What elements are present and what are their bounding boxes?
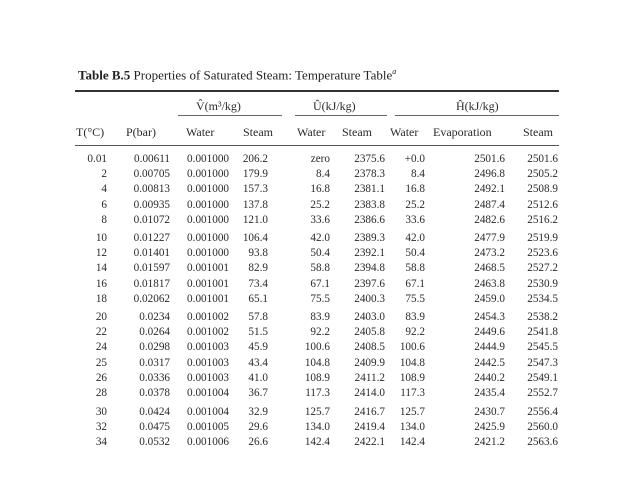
table-cell-h-evaporation: 2444.9 [474,341,505,354]
table-cell-v-water: 0.001000 [187,232,229,244]
table-cell-v-water: 0.001000 [187,168,229,181]
table-cell-h-water: 16.8 [405,183,425,196]
table-cell-u-water: 67.1 [310,277,330,290]
table-cell-v-water: 0.001000 [187,153,229,165]
table-cell-temperature: 25 [95,356,107,369]
table-cell-v-steam: 93.8 [248,247,268,260]
table-cell-h-water: 104.8 [399,356,425,369]
table-cell-v-steam: 121.0 [242,213,268,226]
table-cell-v-steam: 41.0 [248,371,268,384]
table-cell-h-steam: 2527.2 [527,262,558,275]
table-cell-u-water: 25.2 [310,198,330,211]
table-cell-h-water: 58.8 [405,262,425,275]
table-cell-h-steam: 2563.6 [527,436,558,449]
table-cell-v-water: 0.001006 [187,436,229,449]
table-cell-h-evaporation: 2449.6 [474,326,505,339]
table-cell-temperature: 26 [95,371,107,384]
table-cell-v-steam: 106.4 [242,232,268,244]
table-cell-u-water: 50.4 [310,247,330,260]
table-cell-v-water: 0.001002 [187,311,229,323]
table-cell-u-water: 75.5 [310,292,330,305]
table-cell-u-water: 125.7 [304,406,330,418]
table-cell-h-evaporation: 2459.0 [474,292,505,305]
top-rule [75,90,559,92]
table-cell-h-steam: 2534.5 [527,292,558,305]
table-cell-h-water: 8.4 [411,168,425,181]
table-cell-h-water: 75.5 [405,292,425,305]
table-cell-v-water: 0.001000 [187,213,229,226]
table-cell-u-water: 83.9 [310,311,330,323]
group-header-internal-energy: Û(kJ/kg) [313,99,356,113]
table-cell-h-water: 100.6 [399,341,425,354]
table-cell-u-water: 108.9 [304,371,330,384]
table-cell-h-steam: 2512.6 [527,198,558,211]
table-cell-h-evaporation: 2430.7 [474,406,505,418]
table-cell-u-water: 104.8 [304,356,330,369]
table-cell-h-evaporation: 2477.9 [474,232,505,244]
column-header-u-water: Water [297,125,326,139]
table-cell-h-steam: 2541.8 [527,326,558,339]
table-cell-u-steam: 2405.8 [354,326,385,339]
table-cell-v-water: 0.001002 [187,326,229,339]
table-cell-u-steam: 2378.3 [354,168,385,181]
table-cell-temperature: 24 [95,341,107,354]
footnote-marker: a [392,67,397,76]
group-rule-volume [178,115,282,116]
table-cell-u-steam: 2414.0 [354,387,385,399]
column-header-v-water: Water [186,125,215,139]
table-cell-v-water: 0.001001 [187,292,229,305]
table-cell-v-water: 0.001000 [187,183,229,196]
table-cell-h-steam: 2560.0 [527,421,558,434]
table-cell-u-steam: 2397.6 [354,277,385,290]
table-cell-h-steam: 2538.2 [527,311,558,323]
table-cell-temperature: 30 [95,406,107,418]
table-cell-temperature: 0.01 [87,153,107,165]
header-rule [75,145,559,146]
table-cell-u-steam: 2392.1 [354,247,385,260]
table-cell-temperature: 28 [95,387,107,399]
table-cell-u-water: 33.6 [310,213,330,226]
table-cell-v-water: 0.001003 [187,341,229,354]
table-cell-temperature: 16 [95,277,107,290]
table-cell-u-steam: 2381.1 [354,183,385,196]
table-cell-u-steam: 2419.4 [354,421,385,434]
table-cell-pressure: 0.01817 [133,277,170,290]
table-cell-h-water: 50.4 [405,247,425,260]
column-header-h-evaporation: Evaporation [433,125,492,139]
table-cell-u-steam: 2400.3 [354,292,385,305]
table-cell-u-steam: 2411.2 [354,371,385,384]
table-cell-h-steam: 2530.9 [527,277,558,290]
table-cell-pressure: 0.0317 [139,356,170,369]
table-cell-v-steam: 29.6 [248,421,268,434]
table-cell-pressure: 0.0298 [139,341,170,354]
group-rule-internal-energy [295,115,387,116]
table-cell-h-steam: 2545.5 [527,341,558,354]
table-cell-u-steam: 2408.5 [354,341,385,354]
table-cell-h-water: 134.0 [399,421,425,434]
table-cell-pressure: 0.00813 [133,183,170,196]
table-cell-v-steam: 179.9 [242,168,268,181]
table-cell-u-steam: 2394.8 [354,262,385,275]
column-header-h-steam: Steam [523,125,553,139]
table-cell-u-steam: 2409.9 [354,356,385,369]
column-header-v-steam: Steam [243,125,273,139]
table-cell-pressure: 0.01227 [133,232,170,244]
table-cell-u-steam: 2386.6 [354,213,385,226]
column-header-temperature: T(°C) [76,125,105,139]
table-cell-v-water: 0.001000 [187,198,229,211]
table-cell-temperature: 8 [101,213,107,226]
table-cell-h-evaporation: 2421.2 [474,436,505,449]
table-cell-u-water: 8.4 [316,168,330,181]
table-cell-h-water: 92.2 [405,326,425,339]
table-cell-h-evaporation: 2454.3 [474,311,505,323]
table-cell-h-steam: 2508.9 [527,183,558,196]
table-cell-v-steam: 26.6 [248,436,268,449]
table-cell-pressure: 0.01072 [133,213,170,226]
table-cell-pressure: 0.00935 [133,198,170,211]
table-cell-u-steam: 2389.3 [354,232,385,244]
table-cell-temperature: 12 [95,247,107,260]
table-cell-v-water: 0.001000 [187,247,229,260]
table-cell-pressure: 0.00611 [134,153,170,165]
table-cell-v-steam: 73.4 [248,277,268,290]
table-cell-v-steam: 36.7 [248,387,268,399]
table-cell-h-water: 142.4 [399,436,425,449]
table-cell-h-steam: 2519.9 [527,232,558,244]
table-caption [78,67,396,83]
table-cell-v-steam: 45.9 [248,341,268,354]
table-cell-u-water: 100.6 [304,341,330,354]
table-cell-h-evaporation: 2468.5 [474,262,505,275]
table-cell-h-steam: 2516.2 [527,213,558,226]
table-cell-h-water: 67.1 [405,277,425,290]
table-cell-pressure: 0.00705 [133,168,170,181]
table-cell-v-water: 0.001001 [187,262,229,275]
table-cell-pressure: 0.01597 [133,262,170,275]
table-cell-pressure: 0.02062 [133,292,170,305]
table-cell-v-steam: 57.8 [248,311,268,323]
table-cell-v-steam: 43.4 [248,356,268,369]
group-rule-enthalpy [395,115,559,116]
table-cell-h-evaporation: 2473.2 [474,247,505,260]
table-cell-pressure: 0.0234 [139,311,170,323]
table-label: Table B.5 [78,67,131,83]
column-header-pressure: P(bar) [126,125,156,139]
table-cell-h-steam: 2552.7 [527,387,558,399]
table-cell-h-evaporation: 2482.6 [474,213,505,226]
table-cell-u-water: 16.8 [310,183,330,196]
table-cell-h-evaporation: 2492.1 [474,183,505,196]
table-cell-u-steam: 2422.1 [354,436,385,449]
table-cell-v-steam: 157.3 [242,183,268,196]
table-cell-pressure: 0.0532 [139,436,170,449]
table-cell-h-evaporation: 2442.5 [474,356,505,369]
table-cell-u-water: 117.3 [305,387,330,399]
table-cell-temperature: 18 [95,292,107,305]
table-cell-v-water: 0.001003 [187,371,229,384]
table-cell-v-steam: 32.9 [248,406,268,418]
table-cell-temperature: 4 [101,183,107,196]
table-cell-h-evaporation: 2501.6 [474,153,505,165]
table-cell-u-steam: 2403.0 [354,311,385,323]
table-cell-pressure: 0.0424 [139,406,170,418]
table-cell-temperature: 20 [95,311,107,323]
table-cell-u-water: 134.0 [304,421,330,434]
table-cell-h-water: 117.3 [400,387,425,399]
table-title: Properties of Saturated Steam: Temperature Table [133,67,393,83]
table-cell-h-water: 83.9 [405,311,425,323]
table-cell-u-water: zero [310,153,330,165]
table-cell-temperature: 22 [95,326,107,339]
table-cell-v-water: 0.001003 [187,356,229,369]
table-cell-temperature: 34 [95,436,107,449]
table-cell-v-steam: 82.9 [248,262,268,275]
table-cell-u-steam: 2375.6 [354,153,385,165]
table-cell-temperature: 10 [95,232,107,244]
table-cell-v-water: 0.001001 [187,277,229,290]
table-cell-u-water: 142.4 [304,436,330,449]
table-cell-h-evaporation: 2425.9 [474,421,505,434]
table-cell-temperature: 6 [101,198,107,211]
column-header-u-steam: Steam [342,125,372,139]
group-header-volume: V̂(m³/kg) [196,99,241,113]
table-cell-v-water: 0.001004 [187,406,229,418]
table-cell-u-water: 42.0 [310,232,330,244]
table-cell-h-water: 33.6 [405,213,425,226]
table-cell-h-water: +0.0 [404,153,425,165]
table-cell-u-steam: 2416.7 [354,406,385,418]
table-cell-h-steam: 2501.6 [527,153,558,165]
table-cell-h-evaporation: 2435.4 [474,387,505,399]
table-cell-h-evaporation: 2496.8 [474,168,505,181]
table-cell-h-water: 125.7 [399,406,425,418]
table-cell-h-steam: 2505.2 [527,168,558,181]
table-cell-temperature: 2 [101,168,107,181]
table-cell-h-water: 25.2 [405,198,425,211]
table-cell-u-water: 92.2 [310,326,330,339]
table-cell-pressure: 0.0336 [139,371,170,384]
table-cell-h-steam: 2523.6 [527,247,558,260]
table-cell-pressure: 0.0378 [139,387,170,399]
table-cell-pressure: 0.0475 [139,421,170,434]
table-cell-h-steam: 2549.1 [527,371,558,384]
table-cell-u-water: 58.8 [310,262,330,275]
table-cell-v-steam: 65.1 [248,292,268,305]
table-cell-h-water: 108.9 [399,371,425,384]
table-cell-v-steam: 51.5 [248,326,268,339]
table-cell-temperature: 14 [95,262,107,275]
table-cell-h-steam: 2547.3 [527,356,558,369]
table-cell-h-evaporation: 2440.2 [474,371,505,384]
table-cell-v-water: 0.001004 [187,387,229,399]
table-cell-v-steam: 137.8 [242,198,268,211]
table-cell-v-steam: 206.2 [242,153,268,165]
table-cell-temperature: 32 [95,421,107,434]
table-cell-h-evaporation: 2487.4 [474,198,505,211]
table-cell-pressure: 0.01401 [133,247,170,260]
table-cell-h-steam: 2556.4 [527,406,558,418]
table-cell-h-water: 42.0 [405,232,425,244]
table-cell-v-water: 0.001005 [187,421,229,434]
group-header-enthalpy: Ĥ(kJ/kg) [456,99,499,113]
table-cell-pressure: 0.0264 [139,326,170,339]
table-cell-h-evaporation: 2463.8 [474,277,505,290]
column-header-h-water: Water [390,125,419,139]
table-cell-u-steam: 2383.8 [354,198,385,211]
